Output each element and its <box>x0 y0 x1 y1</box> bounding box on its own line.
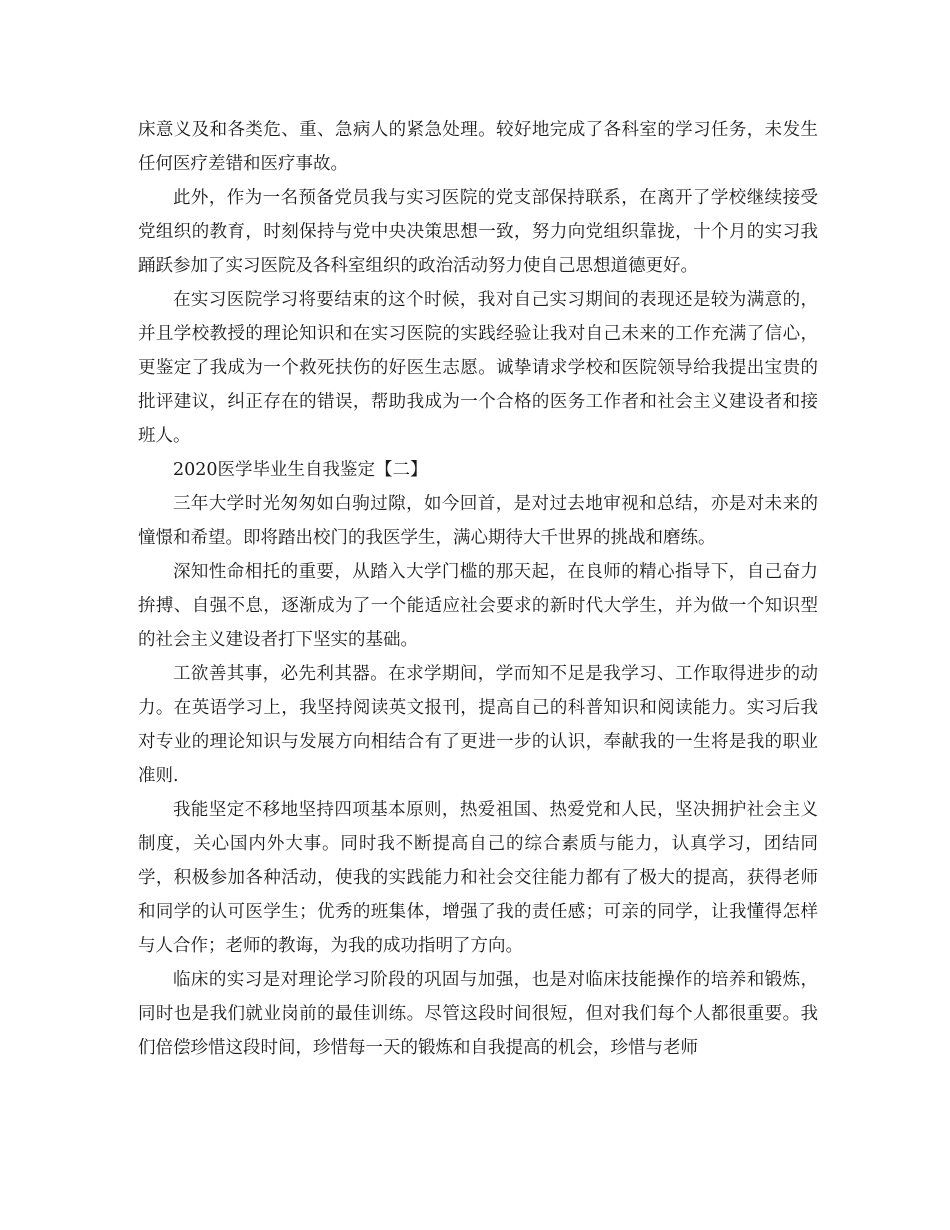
paragraph-2: 此外，作为一名预备党员我与实习医院的党支部保持联系，在离开了学校继续接受党组织的教育，时刻保持与党中央决策思想一致，努力向党组织靠拢，十个月的实习我踊跃参加了实习医院及各科室组织的政治活动努力使自己思想道德更好。 <box>138 188 818 276</box>
paragraph-1: 床意义及和各类危、重、急病人的紧急处理。较好地完成了各科室的学习任务，未发生任何医疗差错和医疗事故。 <box>138 120 818 174</box>
paragraph-8: 我能坚定不移地坚持四项基本原则，热爱祖国、热爱党和人民，坚决拥护社会主义制度，关心国内外大事。同时我不断提高自己的综合素质与能力，认真学习，团结同学，积极参加各种活动，使我的实践能力和社会交往能力都有了极大的提高，获得老师和同学的认可医学生；优秀的班集体，增强了我的责任感；可亲的同学，让我懂得怎样与人合作；老师的教诲，为我的成功指明了方向。 <box>138 800 818 956</box>
section-heading: 2020医学毕业生自我鉴定【二】 <box>173 460 428 480</box>
document-body <box>138 113 818 1065</box>
paragraph-9: 临床的实习是对理论学习阶段的巩固与加强，也是对临床技能操作的培养和锻炼，同时也是我们就业岗前的最佳训练。尽管这段时间很短，但对我们每个人都很重要。我们倍偿珍惜这段时间，珍惜每一天的锻炼和自我提高的机会，珍惜与老师 <box>138 970 818 1058</box>
paragraph-6: 深知性命相托的重要，从踏入大学门槛的那天起，在良师的精心指导下，自己奋力拚搏、自强不息，逐渐成为了一个能适应社会要求的新时代大学生，并为做一个知识型的社会主义建设者打下坚实的基础。 <box>138 562 818 650</box>
paragraph-5: 三年大学时光匆匆如白驹过隙，如今回首，是对过去地审视和总结，亦是对未来的憧憬和希望。即将踏出校门的我医学生，满心期待大千世界的挑战和磨练。 <box>138 494 818 548</box>
paragraph-7: 工欲善其事，必先利其器。在求学期间，学而知不足是我学习、工作取得进步的动力。在英语学习上，我坚持阅读英文报刊，提高自己的科普知识和阅读能力。实习后我对专业的理论知识与发展方向相结合有了更进一步的认识，奉献我的一生将是我的职业准则. <box>138 664 818 786</box>
paragraph-3: 在实习医院学习将要结束的这个时候，我对自己实习期间的表现还是较为满意的，并且学校教授的理论知识和在实习医院的实践经验让我对自己未来的工作充满了信心，更鉴定了我成为一个救死扶伤的好医生志愿。诚挚请求学校和医院领导给我提出宝贵的批评建议，纠正存在的错误，帮助我成为一个合格的医务工作者和社会主义建设者和接班人。 <box>138 290 818 446</box>
